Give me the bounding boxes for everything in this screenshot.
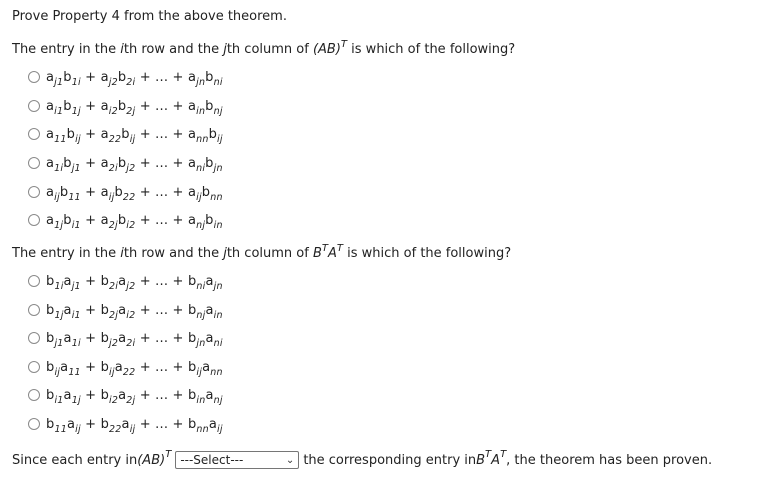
final-transpose-a: T bbox=[500, 448, 507, 460]
final-text-3: , the theorem has been proven. bbox=[506, 452, 713, 468]
radio-button[interactable] bbox=[28, 71, 40, 83]
matrix-entry: a bbox=[100, 98, 109, 114]
ellipsis: ... bbox=[155, 212, 173, 228]
entry-index: i2 bbox=[126, 309, 136, 321]
q1-transpose: T bbox=[340, 39, 348, 50]
entry-index: nj bbox=[213, 394, 223, 406]
answer-option[interactable] bbox=[28, 211, 223, 229]
entry-index: ni bbox=[213, 337, 223, 349]
ellipsis: ... bbox=[155, 126, 173, 142]
entry-index: 11 bbox=[54, 423, 67, 435]
matrix-entry: b bbox=[100, 273, 110, 289]
entry-index: in bbox=[196, 105, 206, 117]
matrix-entry: b bbox=[117, 69, 127, 85]
matrix-entry: a bbox=[100, 69, 109, 85]
entry-index: 1i bbox=[71, 76, 81, 88]
entry-index: ni bbox=[213, 76, 223, 88]
option-expression bbox=[46, 155, 223, 174]
matrix-entry: b bbox=[46, 302, 55, 318]
final-matrix-a: A bbox=[491, 452, 501, 468]
matrix-entry: b bbox=[205, 155, 214, 171]
entry-index: 2j bbox=[108, 219, 118, 231]
radio-button[interactable] bbox=[28, 186, 40, 198]
operator: + bbox=[80, 69, 101, 85]
matrix-entry: b bbox=[205, 98, 214, 114]
entry-index: nn bbox=[196, 423, 209, 435]
entry-index: i1 bbox=[54, 105, 64, 117]
ellipsis: ... bbox=[155, 302, 173, 318]
matrix-entry: a bbox=[46, 155, 55, 171]
matrix-entry: a bbox=[205, 387, 214, 403]
operator: + bbox=[172, 359, 188, 375]
operator: + bbox=[80, 330, 101, 346]
operator: + bbox=[172, 155, 188, 171]
operator: + bbox=[135, 416, 156, 432]
operator: + bbox=[172, 302, 188, 318]
ellipsis: ... bbox=[155, 387, 173, 403]
matrix-entry: b bbox=[117, 155, 127, 171]
matrix-entry: a bbox=[118, 273, 127, 289]
entry-index: ij bbox=[75, 423, 81, 435]
matrix-entry: b bbox=[63, 155, 72, 171]
entry-index: i1 bbox=[71, 309, 81, 321]
entry-index: i2 bbox=[109, 394, 119, 406]
matrix-entry: b bbox=[100, 416, 110, 432]
operator: + bbox=[172, 212, 188, 228]
radio-button[interactable] bbox=[28, 361, 40, 373]
operator: + bbox=[135, 126, 156, 142]
matrix-entry: a bbox=[187, 98, 197, 114]
matrix-entry: b bbox=[121, 126, 130, 142]
question-1 bbox=[12, 39, 516, 57]
q1-var-j: j bbox=[223, 42, 227, 57]
matrix-entry: b bbox=[117, 212, 127, 228]
conclusion-sentence bbox=[12, 448, 713, 469]
operator: + bbox=[135, 69, 156, 85]
select-value: ---Select--- bbox=[180, 453, 244, 467]
matrix-entry: a bbox=[100, 212, 109, 228]
option-expression bbox=[46, 126, 223, 145]
q2-transpose-a: T bbox=[336, 243, 343, 254]
comparison-select[interactable] bbox=[175, 451, 299, 469]
ellipsis: ... bbox=[155, 98, 173, 114]
q2-var-j: j bbox=[223, 246, 227, 261]
entry-index: ij bbox=[129, 133, 136, 145]
operator: + bbox=[135, 273, 156, 289]
operator: + bbox=[172, 98, 188, 114]
entry-index: 1j bbox=[71, 105, 81, 117]
operator: + bbox=[172, 416, 188, 432]
entry-index: i2 bbox=[108, 105, 118, 117]
matrix-entry: b bbox=[100, 359, 110, 375]
answer-option[interactable] bbox=[28, 386, 223, 404]
matrix-entry: b bbox=[187, 273, 197, 289]
option-expression bbox=[46, 212, 223, 231]
entry-index: j1 bbox=[54, 337, 64, 349]
matrix-entry: b bbox=[187, 416, 197, 432]
matrix-entry: b bbox=[46, 273, 55, 289]
entry-index: 1i bbox=[54, 162, 64, 174]
q1-text-1: The entry in the bbox=[12, 42, 121, 57]
operator: + bbox=[80, 184, 101, 200]
entry-index: nj bbox=[213, 105, 223, 117]
operator: + bbox=[80, 302, 101, 318]
matrix-entry: b bbox=[46, 359, 55, 375]
entry-index: 2i bbox=[109, 280, 119, 292]
matrix-entry: b bbox=[46, 330, 55, 346]
q2-var-i: i bbox=[120, 246, 124, 261]
answer-option[interactable] bbox=[28, 68, 223, 86]
radio-button[interactable] bbox=[28, 100, 40, 112]
option-expression bbox=[46, 302, 223, 321]
final-matrix-b: B bbox=[476, 452, 486, 468]
matrix-entry: a bbox=[63, 330, 72, 346]
entry-index: i2 bbox=[126, 219, 136, 231]
q1-text-2: th row and the bbox=[123, 42, 224, 57]
q2-text-4: is which of the following? bbox=[343, 246, 512, 261]
answer-option[interactable] bbox=[28, 97, 223, 115]
entry-index: ij bbox=[217, 423, 223, 435]
radio-button[interactable] bbox=[28, 157, 40, 169]
ellipsis: ... bbox=[155, 69, 173, 85]
ellipsis: ... bbox=[155, 273, 173, 289]
operator: + bbox=[172, 273, 188, 289]
matrix-entry: b bbox=[201, 184, 211, 200]
matrix-entry: a bbox=[63, 273, 72, 289]
matrix-entry: a bbox=[187, 126, 197, 142]
radio-button[interactable] bbox=[28, 275, 40, 287]
matrix-entry: a bbox=[121, 416, 130, 432]
radio-button[interactable] bbox=[28, 389, 40, 401]
matrix-entry: a bbox=[205, 330, 214, 346]
final-text-1: Since each entry in bbox=[12, 452, 138, 468]
entry-index: ij bbox=[108, 191, 115, 203]
q2-text-2: th row and the bbox=[123, 246, 224, 261]
matrix-entry: b bbox=[63, 69, 72, 85]
matrix-entry: a bbox=[118, 302, 127, 318]
entry-index: 22 bbox=[122, 366, 136, 378]
matrix-entry: b bbox=[187, 387, 197, 403]
matrix-entry: b bbox=[187, 359, 197, 375]
option-expression bbox=[46, 184, 223, 203]
entry-index: ij bbox=[129, 423, 136, 435]
entry-index: 2i bbox=[108, 162, 118, 174]
q2-transpose-b: T bbox=[321, 243, 328, 254]
operator: + bbox=[172, 387, 188, 403]
operator: + bbox=[80, 416, 101, 432]
matrix-entry: b bbox=[46, 387, 55, 403]
matrix-entry: a bbox=[63, 302, 72, 318]
matrix-entry: a bbox=[100, 155, 109, 171]
final-transpose-b: T bbox=[485, 448, 492, 460]
entry-index: 2i bbox=[126, 337, 136, 349]
entry-index: ij bbox=[196, 366, 203, 378]
matrix-entry: b bbox=[187, 302, 197, 318]
operator: + bbox=[172, 126, 188, 142]
entry-index: i1 bbox=[54, 394, 64, 406]
operator: + bbox=[135, 98, 156, 114]
entry-index: ni bbox=[196, 162, 206, 174]
matrix-entry: a bbox=[208, 416, 218, 432]
entry-index: ij bbox=[54, 191, 60, 203]
matrix-entry: b bbox=[46, 416, 55, 432]
entry-index: ij bbox=[54, 366, 61, 378]
prompt-text: Prove Property 4 from the above theorem. bbox=[12, 9, 287, 24]
question-2 bbox=[12, 243, 512, 261]
matrix-entry: a bbox=[46, 212, 55, 228]
entry-index: jn bbox=[196, 337, 206, 349]
entry-index: 1j bbox=[54, 219, 64, 231]
matrix-entry: b bbox=[59, 184, 69, 200]
operator: + bbox=[80, 212, 101, 228]
entry-index: j1 bbox=[71, 280, 81, 292]
ellipsis: ... bbox=[155, 184, 173, 200]
matrix-entry: b bbox=[100, 387, 110, 403]
operator: + bbox=[135, 184, 156, 200]
operator: + bbox=[135, 155, 156, 171]
ellipsis: ... bbox=[155, 416, 173, 432]
q2-text-3: th column of bbox=[226, 246, 313, 261]
matrix-entry: b bbox=[114, 184, 123, 200]
matrix-entry: a bbox=[63, 387, 72, 403]
ellipsis: ... bbox=[155, 330, 173, 346]
matrix-entry: a bbox=[187, 184, 197, 200]
answer-option[interactable] bbox=[28, 358, 223, 376]
operator: + bbox=[172, 69, 188, 85]
final-matrix: (AB) bbox=[137, 452, 166, 468]
matrix-entry: a bbox=[100, 184, 109, 200]
entry-index: 1i bbox=[54, 280, 64, 292]
entry-index: 22 bbox=[122, 191, 136, 203]
entry-index: j2 bbox=[109, 337, 119, 349]
operator: + bbox=[80, 359, 101, 375]
final-text-2: the corresponding entry in bbox=[303, 452, 477, 468]
entry-index: ij bbox=[109, 366, 115, 378]
matrix-entry: a bbox=[187, 212, 197, 228]
matrix-entry: b bbox=[205, 212, 214, 228]
entry-index: jn bbox=[196, 76, 206, 88]
q2-matrix-b: B bbox=[312, 246, 322, 261]
matrix-entry: a bbox=[46, 69, 55, 85]
matrix-entry: a bbox=[118, 387, 127, 403]
radio-button[interactable] bbox=[28, 304, 40, 316]
operator: + bbox=[172, 330, 188, 346]
operator: + bbox=[80, 126, 101, 142]
entry-index: 22 bbox=[108, 133, 122, 145]
entry-index: nn bbox=[210, 366, 223, 378]
matrix-entry: b bbox=[208, 126, 218, 142]
q1-text-4: is which of the following? bbox=[347, 42, 516, 57]
entry-index: 2i bbox=[126, 76, 136, 88]
q1-text-3: th column of bbox=[226, 42, 313, 57]
entry-index: j2 bbox=[126, 280, 136, 292]
entry-index: 1j bbox=[71, 394, 81, 406]
operator: + bbox=[172, 184, 188, 200]
chevron-down-icon: ⌄ bbox=[285, 454, 295, 466]
matrix-entry: b bbox=[117, 98, 127, 114]
answer-option[interactable] bbox=[28, 183, 223, 201]
operator: + bbox=[80, 387, 101, 403]
matrix-entry: a bbox=[118, 330, 127, 346]
matrix-entry: a bbox=[187, 69, 197, 85]
ellipsis: ... bbox=[155, 155, 173, 171]
answer-option[interactable] bbox=[28, 154, 223, 172]
matrix-entry: a bbox=[60, 359, 69, 375]
ellipsis: ... bbox=[155, 359, 173, 375]
entry-index: 22 bbox=[109, 423, 122, 435]
entry-index: j1 bbox=[71, 162, 81, 174]
option-expression bbox=[46, 330, 223, 349]
entry-index: nj bbox=[196, 309, 206, 321]
entry-index: 2j bbox=[109, 309, 119, 321]
entry-index: jn bbox=[213, 162, 223, 174]
option-expression bbox=[46, 416, 223, 435]
matrix-entry: b bbox=[66, 126, 76, 142]
q2-text-1: The entry in the bbox=[12, 246, 121, 261]
entry-index: i1 bbox=[71, 219, 81, 231]
entry-index: nn bbox=[196, 133, 209, 145]
answer-option[interactable] bbox=[28, 301, 223, 319]
radio-button[interactable] bbox=[28, 418, 40, 430]
radio-button[interactable] bbox=[28, 214, 40, 226]
matrix-entry: b bbox=[100, 330, 110, 346]
matrix-entry: b bbox=[100, 302, 110, 318]
matrix-entry: a bbox=[46, 184, 55, 200]
operator: + bbox=[135, 302, 156, 318]
entry-index: j2 bbox=[108, 76, 118, 88]
entry-index: 1i bbox=[71, 337, 81, 349]
q1-var-i: i bbox=[120, 42, 124, 57]
matrix-entry: a bbox=[205, 302, 214, 318]
answer-option[interactable] bbox=[28, 125, 223, 143]
entry-index: jn bbox=[213, 280, 223, 292]
entry-index: 2j bbox=[126, 105, 136, 117]
entry-index: in bbox=[213, 219, 223, 231]
q2-matrix-a: A bbox=[327, 246, 337, 261]
matrix-entry: a bbox=[66, 416, 76, 432]
final-transpose: T bbox=[165, 448, 172, 460]
operator: + bbox=[80, 155, 101, 171]
option-expression bbox=[46, 98, 223, 117]
entry-index: 11 bbox=[54, 133, 67, 145]
answer-option[interactable] bbox=[28, 272, 223, 290]
operator: + bbox=[135, 359, 156, 375]
operator: + bbox=[80, 273, 101, 289]
option-expression bbox=[46, 387, 223, 406]
radio-button[interactable] bbox=[28, 128, 40, 140]
entry-index: ni bbox=[196, 280, 206, 292]
matrix-entry: a bbox=[205, 273, 214, 289]
radio-button[interactable] bbox=[28, 332, 40, 344]
option-expression bbox=[46, 359, 223, 378]
entry-index: in bbox=[213, 309, 223, 321]
entry-index: 1j bbox=[54, 309, 64, 321]
operator: + bbox=[80, 98, 101, 114]
entry-index: nn bbox=[210, 191, 223, 203]
matrix-entry: a bbox=[46, 126, 55, 142]
entry-index: 2j bbox=[126, 394, 136, 406]
entry-index: j2 bbox=[126, 162, 136, 174]
entry-index: 11 bbox=[68, 191, 81, 203]
matrix-entry: b bbox=[63, 212, 72, 228]
matrix-entry: b bbox=[205, 69, 214, 85]
entry-index: nj bbox=[196, 219, 206, 231]
option-expression bbox=[46, 273, 223, 292]
matrix-entry: a bbox=[100, 126, 109, 142]
option-expression bbox=[46, 69, 223, 88]
matrix-entry: b bbox=[187, 330, 197, 346]
matrix-entry: a bbox=[114, 359, 123, 375]
operator: + bbox=[135, 330, 156, 346]
matrix-entry: a bbox=[46, 98, 55, 114]
entry-index: ij bbox=[75, 133, 81, 145]
entry-index: 11 bbox=[68, 366, 81, 378]
matrix-entry: a bbox=[202, 359, 211, 375]
answer-option[interactable] bbox=[28, 329, 223, 347]
matrix-entry: b bbox=[63, 98, 72, 114]
q1-matrix: (AB) bbox=[312, 42, 341, 57]
operator: + bbox=[135, 387, 156, 403]
operator: + bbox=[135, 212, 156, 228]
entry-index: ij bbox=[196, 191, 202, 203]
entry-index: in bbox=[196, 394, 206, 406]
entry-index: ij bbox=[217, 133, 223, 145]
matrix-entry: a bbox=[187, 155, 197, 171]
answer-option[interactable] bbox=[28, 415, 223, 433]
entry-index: j1 bbox=[54, 76, 64, 88]
